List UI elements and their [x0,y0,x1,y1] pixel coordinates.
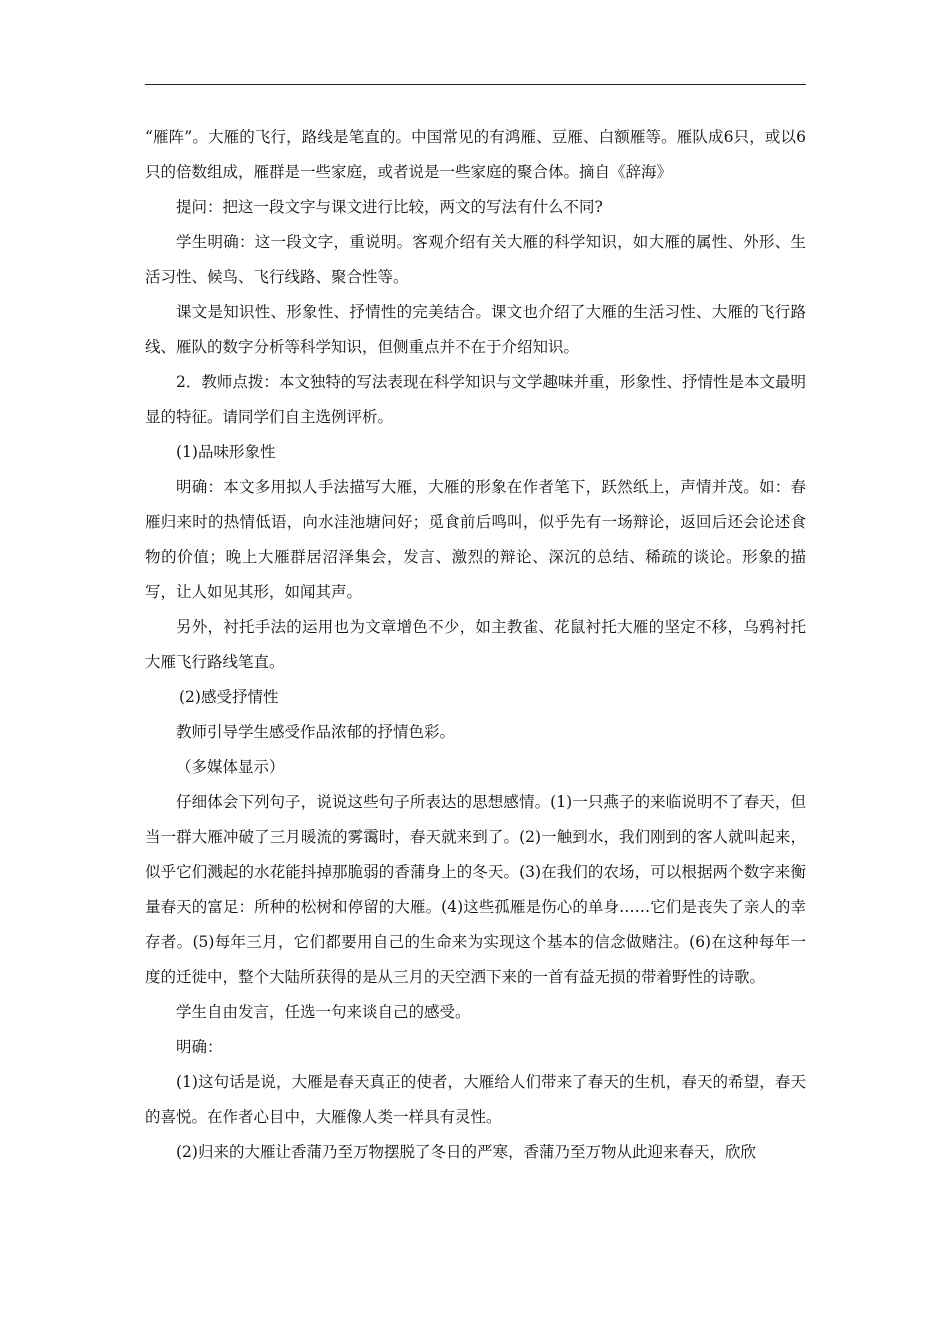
paragraph-student-answer: 学生明确：这一段文字，重说明。客观介绍有关大雁的科学知识，如大雁的属性、外形、生活习性、候鸟、飞行线路、聚合性等。 [145,233,806,286]
paragraph-contrast-technique: 另外，衬托手法的运用也为文章增色不少，如主教雀、花鼠衬托大雁的坚定不移，乌鸦衬托大雁飞行路线笔直。 [145,618,806,671]
document-body [145,120,806,1170]
paragraph-teacher-lead: 教师引导学生感受作品浓郁的抒情色彩。 [176,723,456,741]
subheading-imagery: (1)品味形象性 [176,443,276,461]
paragraph-question: 提问：把这一段文字与课文进行比较，两文的写法有什么不同? [176,198,603,216]
paragraph-1: “雁阵”。大雁的飞行，路线是笔直的。中国常见的有鸿雁、豆雁、白额雁等。雁队成6只，或以6只的倍数组成，雁群是一些家庭，或者说是一些家庭的聚合体。摘自《辞海》 [145,128,806,181]
paragraph-answer-2: (2)归来的大雁让香蒲乃至万物摆脱了冬日的严寒，香蒲乃至万物从此迎来春天，欣欣 [176,1143,756,1161]
paragraph-answer-1: (1)这句话是说，大雁是春天真正的使者，大雁给人们带来了春天的生机，春天的希望，春天的喜悦。在作者心目中，大雁像人类一样具有灵性。 [145,1073,806,1126]
paragraph-text-analysis: 课文是知识性、形象性、抒情性的完美结合。课文也介绍了大雁的生活习性、大雁的飞行路线、雁队的数字分析等科学知识，但侧重点并不在于介绍知识。 [145,303,806,356]
paragraph-multimedia-note: （多媒体显示） [176,758,285,776]
paragraph-sentences: 仔细体会下列句子，说说这些句子所表达的思想感情。(1)一只燕子的来临说明不了春天，但当一群大雁冲破了三月暖流的雾霭时，春天就来到了。(2)一触到水，我们刚到的客人就叫起来，似乎它们溅起的水花能抖掉那脆弱的香蒲身上的冬天。(3)在我们的农场，可以根据两个数字来衡量春天的富足：所种的松树和停留的大雁。(4)这些孤雁是伤心的单身……它们是丧失了亲人的幸存者。(5)每年三月，它们都要用自己的生命来为实现这个基本的信念做赌注。(6)在这种每年一度的迁徙中，整个大陆所获得的是从三月的天空洒下来的一首有益无损的带着野性的诗歌。 [145,793,806,986]
header-rule [145,84,806,85]
subheading-lyricism: (2)感受抒情性 [179,688,279,706]
paragraph-student-speech: 学生自由发言，任选一句来谈自己的感受。 [176,1003,471,1021]
paragraph-teacher-guidance: 2．教师点拨：本文独特的写法表现在科学知识与文学趣味并重，形象性、抒情性是本文最明显的特征。请同学们自主选例评析。 [145,373,806,426]
paragraph-imagery-explanation: 明确：本文多用拟人手法描写大雁，大雁的形象在作者笔下，跃然纸上，声情并茂。如：春雁归来时的热情低语，向水洼池塘问好；觅食前后鸣叫，似乎先有一场辩论，返回后还会论述食物的价值；晚上大雁群居沼泽集会，发言、激烈的辩论、深沉的总结、稀疏的谈论。形象的描写，让人如见其形，如闻其声。 [145,478,806,601]
paragraph-clarify-label: 明确： [176,1038,223,1056]
